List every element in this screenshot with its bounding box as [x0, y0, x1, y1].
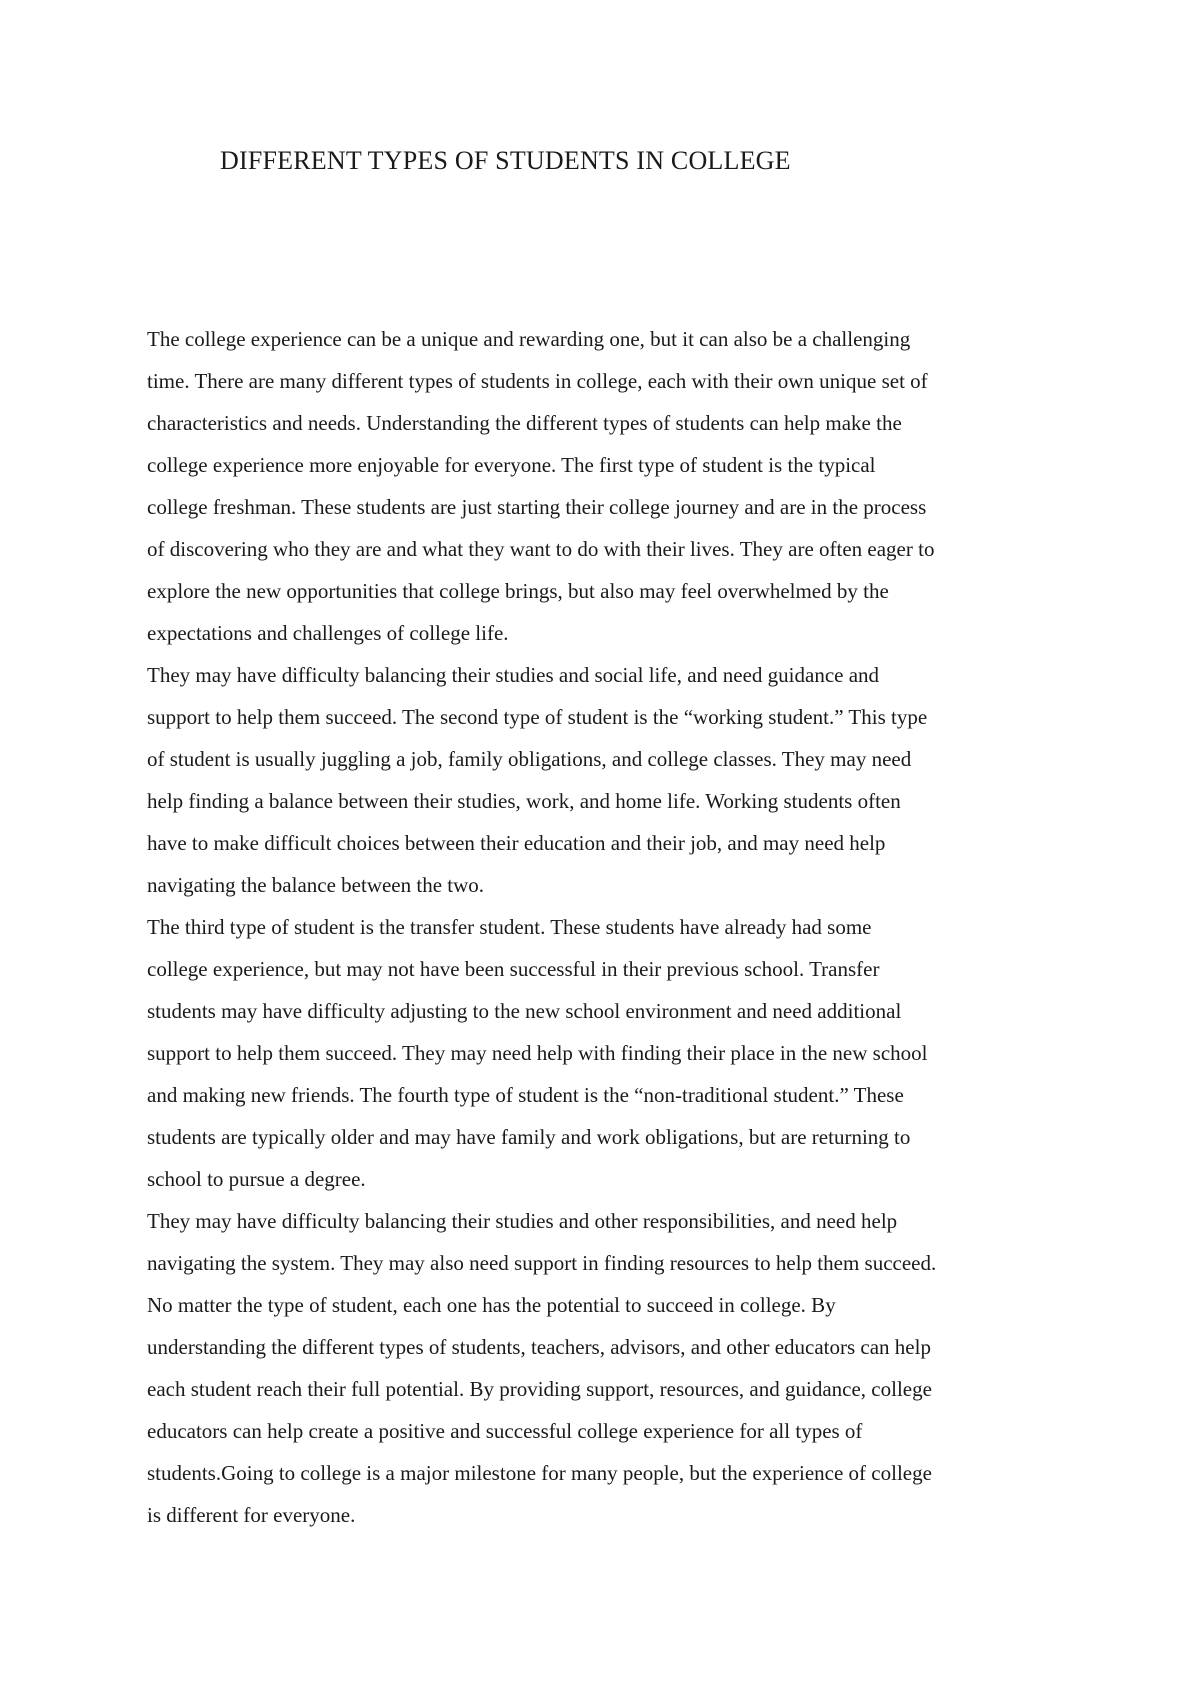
text-line: have to make difficult choices between their education and their job, and may need help — [147, 831, 886, 855]
text-line: college experience more enjoyable for everyone. The first type of student is the typical — [147, 453, 876, 477]
text-line: educators can help create a positive and successful college experience for all types of — [147, 1419, 863, 1443]
text-line: students are typically older and may have family and work obligations, but are returning to — [147, 1125, 911, 1149]
text-line: students may have difficulty adjusting to the new school environment and need additional — [147, 999, 902, 1023]
text-line: of student is usually juggling a job, family obligations, and college classes. They may need — [147, 747, 912, 771]
text-line: They may have difficulty balancing their studies and other responsibilities, and need help — [147, 1209, 898, 1233]
paragraph-4 — [147, 1200, 1077, 1536]
text-line: understanding the different types of students, teachers, advisors, and other educators can help — [147, 1335, 931, 1359]
text-line: school to pursue a degree. — [147, 1167, 366, 1191]
text-line: support to help them succeed. The second type of student is the “working student.” This type — [147, 705, 928, 729]
text-line: is different for everyone. — [147, 1503, 356, 1527]
document-title: DIFFERENT TYPES OF STUDENTS IN COLLEGE — [220, 146, 791, 175]
paragraph-3 — [147, 906, 1077, 1200]
text-line: each student reach their full potential. By providing support, resources, and guidance, college — [147, 1377, 932, 1401]
text-line: explore the new opportunities that college brings, but also may feel overwhelmed by the — [147, 579, 889, 603]
text-line: The college experience can be a unique and rewarding one, but it can also be a challenging — [147, 327, 911, 351]
paragraph-2 — [147, 654, 1077, 906]
document-body — [147, 318, 1077, 1536]
text-line: college experience, but may not have been successful in their previous school. Transfer — [147, 957, 880, 981]
text-line: students.Going to college is a major milestone for many people, but the experience of college — [147, 1461, 932, 1485]
text-line: help finding a balance between their studies, work, and home life. Working students often — [147, 789, 901, 813]
text-line: characteristics and needs. Understanding the different types of students can help make the — [147, 411, 902, 435]
text-line: They may have difficulty balancing their studies and social life, and need guidance and — [147, 663, 880, 687]
text-line: navigating the system. They may also need support in finding resources to help them succeed. — [147, 1251, 937, 1275]
text-line: time. There are many different types of students in college, each with their own unique set of — [147, 369, 928, 393]
text-line: navigating the balance between the two. — [147, 873, 485, 897]
text-line: expectations and challenges of college life. — [147, 621, 509, 645]
text-line: college freshman. These students are just starting their college journey and are in the process — [147, 495, 927, 519]
text-line: No matter the type of student, each one has the potential to succeed in college. By — [147, 1293, 836, 1317]
text-line: of discovering who they are and what they want to do with their lives. They are often eager to — [147, 537, 935, 561]
text-line: support to help them succeed. They may need help with finding their place in the new school — [147, 1041, 928, 1065]
paragraph-1 — [147, 318, 1077, 654]
text-line: and making new friends. The fourth type of student is the “non-traditional student.” These — [147, 1083, 904, 1107]
text-line: The third type of student is the transfer student. These students have already had some — [147, 915, 872, 939]
